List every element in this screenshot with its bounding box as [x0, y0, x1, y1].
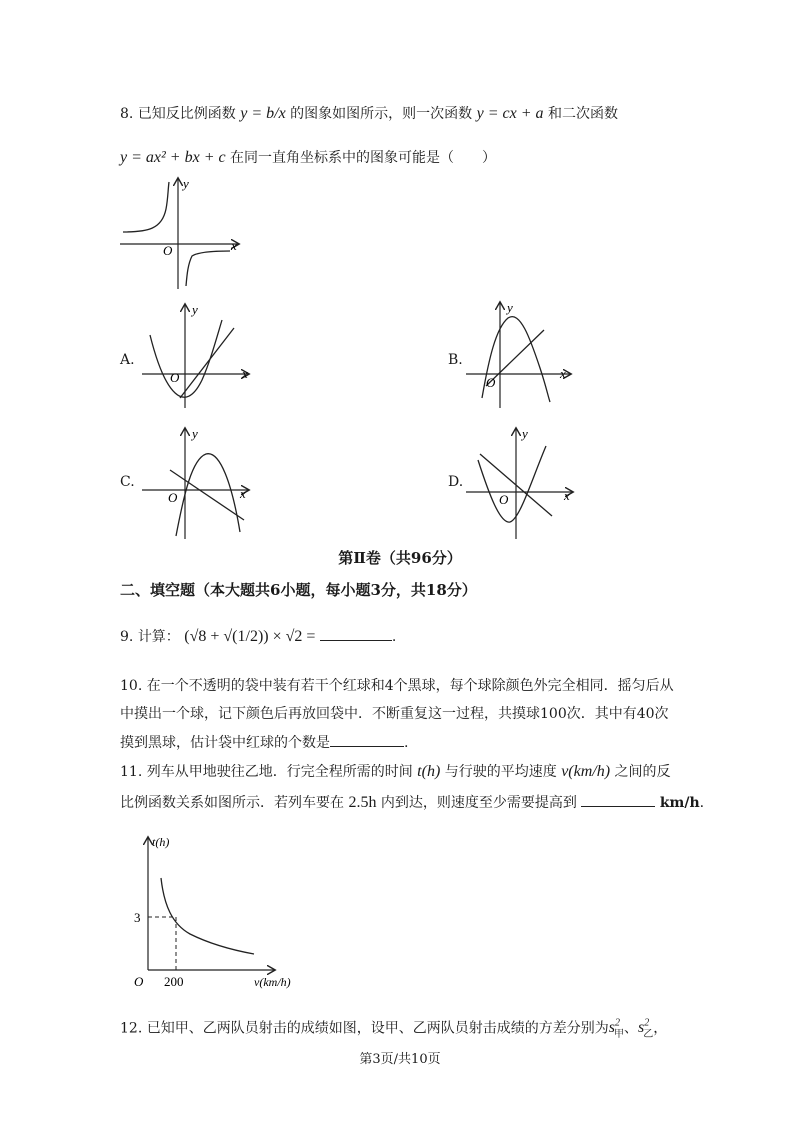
- q11-line1-pre: 11. 列车从甲地驶往乙地．行完全程所需的时间: [120, 764, 413, 780]
- q8-linear-function: y = cx + a: [476, 105, 544, 122]
- y-label: y: [192, 426, 198, 441]
- q11-unit: km/h: [659, 795, 700, 811]
- q12-variance-b: $s^2_乙$: [637, 1018, 654, 1040]
- q11-graph: [128, 830, 308, 995]
- x-tick-label: 200: [164, 974, 184, 989]
- q8-line1-pre: 已知反比例函数: [137, 106, 236, 122]
- origin-label: O: [499, 492, 509, 507]
- q8-line1: [120, 104, 618, 124]
- q8-main-graph: [118, 174, 248, 292]
- q11-line2: [120, 792, 704, 813]
- option-c-graph[interactable]: [140, 424, 255, 542]
- q8-line2: [120, 148, 496, 168]
- q8-line1-post: 和二次函数: [547, 106, 618, 122]
- q10-end: .: [404, 735, 409, 751]
- hyperbola-branch-left: [123, 182, 169, 232]
- q11-answer-blank[interactable]: [581, 792, 655, 807]
- option-a-graph[interactable]: [140, 300, 255, 410]
- q8-inverse-function: y = b/x: [240, 105, 286, 122]
- q10-line1: 10. 在一个不透明的袋中装有若干个红球和4个黑球，每个球除颜色外完全相同．摇匀后从: [120, 678, 674, 694]
- y-label: y: [183, 176, 189, 191]
- q11-line2-mid: 内到达，则速度至少需要提高到: [380, 795, 577, 811]
- q10-line2: 中摸出一个球，记下颜色后再放回袋中．不断重复这一过程，共摸球100次．其中有40次: [120, 706, 669, 722]
- q9-expression: (√8 + √(1/2)) × √2 =: [184, 628, 316, 645]
- origin-label: O: [134, 974, 144, 989]
- q11-time-value: 2.5h: [348, 794, 377, 811]
- option-d-graph[interactable]: [464, 424, 579, 542]
- y-label: y: [507, 300, 513, 315]
- q9-line: [120, 626, 396, 647]
- section2-title: 二、填空题（本大题共6小题，每小题3分，共18分）: [120, 581, 477, 599]
- q12-sep: 、: [623, 1020, 638, 1037]
- q9-number: 9.: [120, 629, 134, 645]
- origin-label: O: [170, 370, 180, 385]
- option-b-label[interactable]: B.: [448, 352, 463, 368]
- y-tick-label: 3: [134, 910, 141, 925]
- q10-line3: [120, 732, 408, 753]
- q11-speed-var: v(km/h): [561, 763, 611, 780]
- q12-text: 12. 已知甲、乙两队员射击的成绩如图，设甲、乙两队员射击成绩的方差分别为: [120, 1020, 609, 1037]
- y-label: y: [192, 302, 198, 317]
- q12-line: [120, 1014, 667, 1045]
- x-label: x: [564, 488, 570, 503]
- x-label: x: [560, 366, 566, 381]
- q8-number: 8.: [120, 106, 134, 122]
- option-c-label[interactable]: C.: [120, 474, 135, 490]
- q11-line2-pre: 比例函数关系如图所示．若列车要在: [120, 795, 344, 811]
- q11-time-var: t(h): [417, 763, 441, 780]
- q11-line1-post: 之间的反: [614, 764, 671, 780]
- origin-label: O: [163, 243, 173, 258]
- q10-line3-pre: 摸到黑球，估计袋中红球的个数是: [120, 735, 330, 751]
- q12-variance-a: $s^2_甲$: [608, 1018, 624, 1040]
- line: [180, 328, 234, 398]
- q10-answer-blank[interactable]: [330, 732, 404, 747]
- x-label: x: [240, 486, 246, 501]
- x-label: x: [242, 366, 248, 381]
- q9-end: .: [391, 629, 397, 645]
- page-footer: 第3页/共10页: [359, 1052, 441, 1067]
- y-axis-label: t(h): [152, 835, 170, 849]
- q9-answer-blank[interactable]: [320, 626, 392, 641]
- origin-label: O: [168, 490, 178, 505]
- x-label: x: [231, 238, 237, 253]
- inverse-curve: [161, 878, 254, 954]
- option-d-label[interactable]: D.: [448, 474, 464, 490]
- q11-end: .: [699, 795, 705, 811]
- option-b-graph[interactable]: [464, 298, 579, 410]
- q12-end: ，: [653, 1020, 668, 1037]
- option-a-label[interactable]: A.: [120, 352, 135, 368]
- q8-line2-post: 在同一直角坐标系中的图象可能是（ ）: [230, 150, 497, 166]
- q8-quadratic-function: y = ax² + bx + c: [120, 149, 226, 166]
- q11-line1: [120, 762, 671, 782]
- part2-title: 第Ⅱ卷（共96分）: [338, 549, 462, 567]
- q11-line1-mid: 与行驶的平均速度: [444, 764, 557, 780]
- q9-text: 计算：: [137, 629, 180, 645]
- hyperbola-branch-right: [186, 251, 230, 286]
- origin-label: O: [486, 375, 496, 390]
- parabola: [478, 446, 546, 522]
- q8-line1-mid: 的图象如图所示，则一次函数: [290, 106, 473, 122]
- y-label: y: [522, 426, 528, 441]
- x-axis-label: v(km/h): [254, 975, 291, 989]
- parabola: [176, 454, 240, 536]
